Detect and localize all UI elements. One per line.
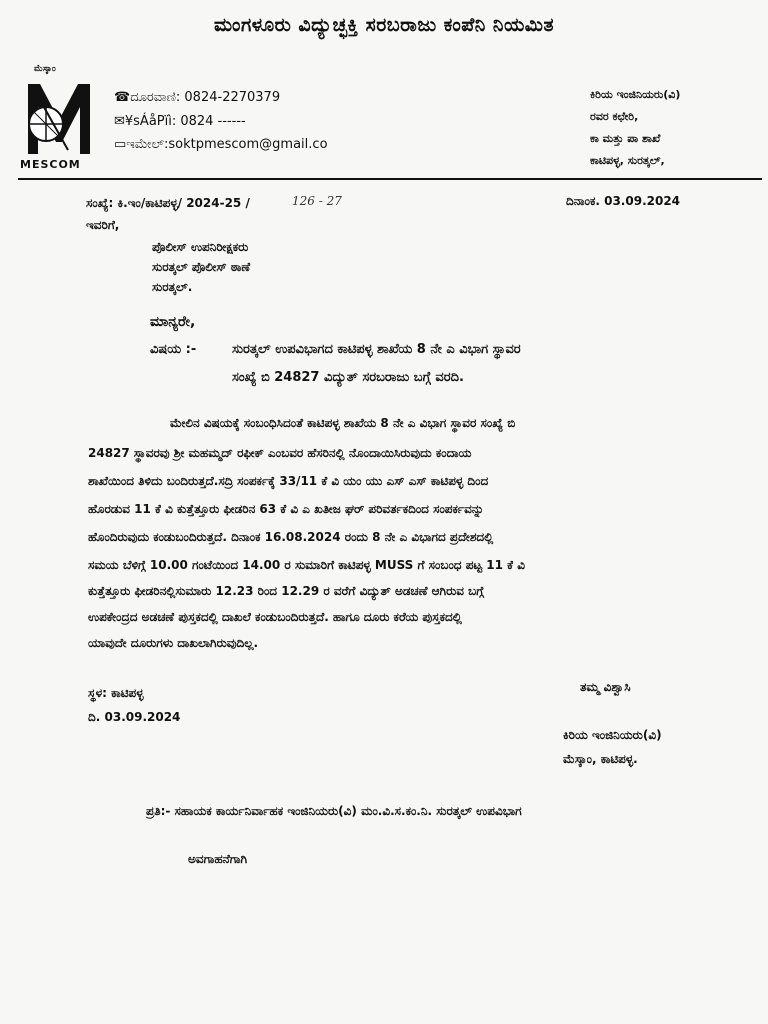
copy-to-line: ಪ್ರತಿ:- ಸಹಾಯಕ ಕಾರ್ಯನಿರ್ವಾಹಕ ಇಂಜಿನಿಯರು(ವಿ) ಮಂ.ವಿ.ಸ.ಕಂ.ನಿ. ಸುರತ್ಕಲ್ ಉಪವಿಭಾಗ xyxy=(146,804,522,818)
office-line-1: ಕಿರಿಯ ಇಂಜಿನಿಯರು(ವಿ) xyxy=(590,88,681,101)
logo-bottom-text: MESCOM xyxy=(20,158,81,171)
fax-line: ✉¥sÁåPïì: 0824 ------ xyxy=(114,114,246,129)
place-line: ಸ್ಥಳ: ಕಾಟಿಪಳ್ಳ xyxy=(88,686,144,700)
subject-line-1: ಸುರತ್ಕಲ್ ಉಪವಿಭಾಗದ ಕಾಟಿಪಳ್ಳ ಶಾಖೆಯ 8 ನೇ ಎ ವಿಭಾಗ ಸ್ಥಾವರ xyxy=(232,342,521,357)
addressee-line-3: ಸುರತ್ಕಲ್. xyxy=(152,280,193,294)
addressee-line-2: ಸುರತ್ಕಲ್ ಪೊಲೀಸ್ ಠಾಣೆ xyxy=(152,260,251,274)
reference-number: ಸಂಖ್ಯೆ: ಕಿ.ಇಂ/ಕಾಟಿಪಳ್ಳ/ 2024-25 / xyxy=(86,196,250,210)
body-line-2: 24827 ಸ್ಥಾವರವು ಶ್ರೀ ಮಹಮ್ಮದ್ ರಫೀಕ್ ಎಂಬವರ ಹೆಸರಿನಲ್ಲಿ ನೊಂದಾಯಿಸಿರುವುದು ಕಂದಾಯ xyxy=(88,446,472,460)
office-line-2: ರವರ ಕಛೇರಿ, xyxy=(590,110,639,123)
signatory-organisation: ಮೆಸ್ಕಾಂ, ಕಾಟಿಪಳ್ಳ. xyxy=(563,752,638,766)
addressee-line-1: ಪೊಲೀಸ್ ಉಪನಿರೀಕ್ಷಕರು xyxy=(152,240,249,254)
office-line-4: ಕಾಟಿಪಳ್ಳ, ಸುರತ್ಕಲ್, xyxy=(590,154,665,167)
email-line: ▭ಇಮೇಲ್:soktpmescom@gmail.co xyxy=(114,137,328,152)
body-line-5: ಹೊಂದಿರುವುದು ಕಂಡುಬಂದಿರುತ್ತದೆ. ದಿನಾಂಕ 16.08.2024 ರಂದು 8 ನೇ ಎ ವಿಭಾಗದ ಪ್ರದೇಶದಲ್ಲಿ xyxy=(88,530,494,544)
body-line-1: ಮೇಲಿನ ವಿಷಯಕ್ಕೆ ಸಂಬಂಧಿಸಿದಂತೆ ಕಾಟಿಪಳ್ಳ ಶಾಖೆಯ 8 ನೇ ಎ ವಿಭಾಗ ಸ್ಥಾವರ ಸಂಖ್ಯೆ ಬಿ xyxy=(170,416,516,430)
body-line-4: ಹೊರಡುವ 11 ಕೆ ವಿ ಕುತ್ತೆತ್ತೂರು ಫೀಡರಿನ 63 ಕೆ ವಿ ಎ ಖತೀಜ ಘರ್ ಪರಿವರ್ತಕದಿಂದ ಸಂಪರ್ಕವನ್ನು xyxy=(88,502,484,516)
signatory-designation: ಕಿರಿಯ ಇಂಜಿನಿಯರು(ವಿ) xyxy=(563,728,662,742)
body-line-9: ಯಾವುದೇ ದೂರುಗಳು ದಾಖಲಾಗಿರುವುದಿಲ್ಲ. xyxy=(88,636,259,650)
logo-top-text: ಮೆಸ್ಕಾಂ xyxy=(34,64,56,74)
yours-faithfully: ತಮ್ಮ ವಿಶ್ವಾಸಿ xyxy=(580,680,631,694)
phone-line: ☎ದೂರವಾಣಿ: 0824-2270379 xyxy=(114,90,281,105)
company-name: ಮಂಗಳೂರು ವಿದ್ಯುಚ್ಛಕ್ತಿ ಸರಬರಾಜು ಕಂಪೆನಿ ನಿಯಮಿತ xyxy=(213,14,555,36)
copy-note: ಅವಗಾಹನೆಗಾಗಿ xyxy=(188,852,248,866)
body-line-6: ಸಮಯ ಬೆಳಿಗ್ಗೆ 10.00 ಗಂಟೆಯಿಂದ 14.00 ರ ಸುಮಾರಿಗೆ ಕಾಟಿಪಳ್ಳ MUSS ಗೆ ಸಂಬಂಧ ಪಟ್ಟ 11 ಕೆ ವಿ xyxy=(88,558,525,572)
subject-label: ವಿಷಯ :- xyxy=(150,342,197,357)
header-divider xyxy=(18,178,762,180)
letter-date: ದಿನಾಂಕ. 03.09.2024 xyxy=(566,194,681,208)
addressee-to: ಇವರಿಗೆ, xyxy=(86,218,120,232)
handwritten-reference: 126 - 27 xyxy=(292,194,342,208)
closing-date: ದಿ. 03.09.2024 xyxy=(88,710,181,724)
office-line-3: ಕಾ ಮತ್ತು ಪಾ ಶಾಖೆ xyxy=(590,132,661,145)
body-line-8: ಉಪಕೇಂದ್ರದ ಅಡಚಣೆ ಪುಸ್ತಕದಲ್ಲಿ ದಾಖಲೆ ಕಂಡುಬಂದಿರುತ್ತದೆ. ಹಾಗೂ ದೂರು ಕರೆಯ ಪುಸ್ತಕದಲ್ಲಿ xyxy=(88,610,462,624)
body-line-3: ಶಾಖೆಯಿಂದ ತಿಳಿದು ಬಂದಿರುತ್ತದೆ.ಸದ್ರಿ ಸಂಪರ್ಕಕ್ಕೆ 33/11 ಕೆ ವಿ ಯಂ ಯು ಎಸ್ ಎಸ್ ಕಾಟಿಪಳ್ಳ ದಿಂದ xyxy=(88,474,489,488)
salutation: ಮಾನ್ಯರೇ, xyxy=(150,314,196,330)
body-line-7: ಕುತ್ತೆತ್ತೂರು ಫೀಡರಿನಲ್ಲಿಸುಮಾರು 12.23 ರಿಂದ 12.29 ರ ವರೆಗೆ ವಿದ್ಯುತ್ ಅಡಚಣೆ ಆಗಿರುವ ಬಗ್ಗೆ xyxy=(88,584,484,598)
subject-line-2: ಸಂಖ್ಯೆ ಬಿ 24827 ವಿದ್ಯುತ್ ಸರಬರಾಜು ಬಗ್ಗೆ ವರದಿ. xyxy=(232,370,464,385)
